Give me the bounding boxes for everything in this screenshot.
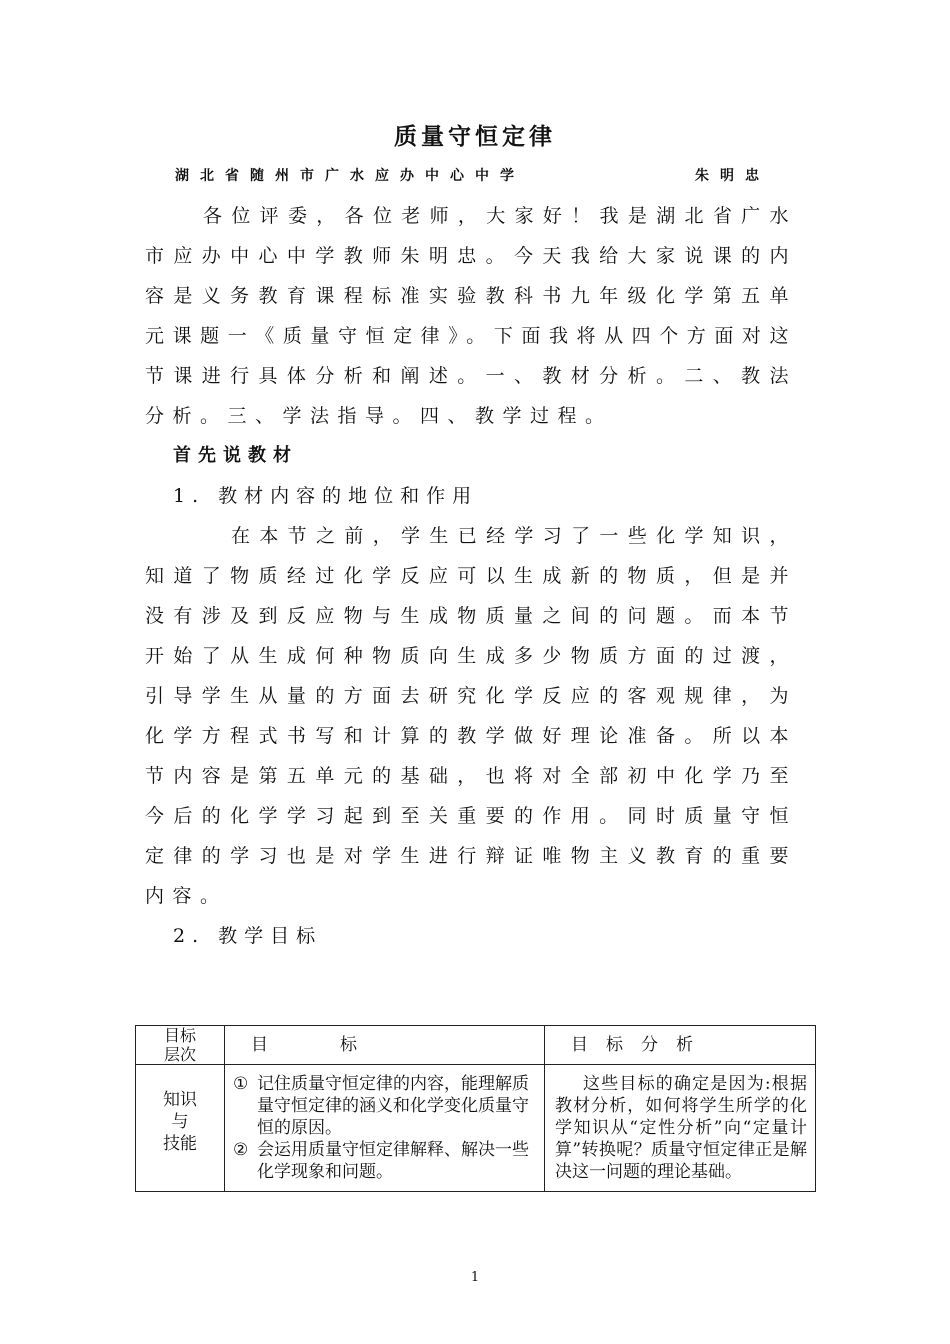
author-name: 朱明忠 bbox=[695, 168, 770, 184]
intro-paragraph: 各位评委，各位老师，大家好！我是湖北省广水市应办中心中学教师朱明忠。今天我给大家说课的内容是义务教育课程标准实验教科书九年级化学第五单元课题一《质量守恒定律》。下面我将从四个方面对这节课进行具体分析和阐述。一、教材分析。二、教法分析。三、学法指导。四、教学过程。 bbox=[145, 205, 797, 427]
goal-cell bbox=[225, 1065, 545, 1192]
goal-marker: ② bbox=[233, 1140, 249, 1160]
body-paragraph: 在本节之前，学生已经学习了一些化学知识，知道了物质经过化学反应可以生成新的物质，但是并没有涉及到反应物与生成物质量之间的问题。而本节开始了从生成何种物质向生成多少物质方面的过渡，引导学生从量的方面去研究化学反应的客观规律，为化学方程式书写和计算的教学做好理论准备。所以本节内容是第五单元的基础，也将对全部初中化学乃至今后的化学学习起到至关重要的作用。同时质量守恒定律的学习也是对学生进行辩证唯物主义教育的重要内容。 bbox=[145, 525, 797, 907]
table-row bbox=[136, 1065, 816, 1192]
analysis-cell: 这些目标的确定是因为:根据教材分析，如何将学生所学的化学知识从“定性分析”向“定量计算”转换呢？质量守恒定律正是解决这一问题的理论基础。 bbox=[545, 1065, 816, 1192]
header-goal-char: 标 bbox=[340, 1035, 359, 1055]
goal-text: 会运用质量守恒定律解释、解决一些化学现象和问题。 bbox=[257, 1140, 529, 1182]
goals-table bbox=[135, 1025, 816, 1192]
level-line: 知识 bbox=[163, 1090, 197, 1110]
section-heading: 首先说教材 bbox=[173, 445, 298, 466]
level-line: 技能 bbox=[163, 1134, 197, 1154]
header-analysis-char: 分 bbox=[641, 1035, 658, 1055]
goal-text: 记住质量守恒定律的内容，能理解质量守恒定律的涵义和化学变化质量守恒的原因。 bbox=[257, 1074, 529, 1138]
subsection-heading: 1. 教材内容的地位和作用 bbox=[173, 485, 479, 507]
header-analysis-cell bbox=[545, 1026, 816, 1065]
header-analysis-char: 析 bbox=[676, 1035, 693, 1055]
level-line: 与 bbox=[171, 1112, 189, 1132]
header-analysis-char: 标 bbox=[606, 1035, 623, 1055]
goal-item bbox=[233, 1139, 538, 1183]
header-goal-cell bbox=[225, 1026, 545, 1065]
author-line bbox=[175, 165, 775, 187]
level-cell bbox=[136, 1065, 225, 1192]
author-school: 湖北省随州市广水应办中心中学 bbox=[175, 168, 525, 184]
subsection-heading: 2. 教学目标 bbox=[173, 925, 323, 947]
document-body bbox=[145, 196, 797, 956]
goal-marker: ① bbox=[233, 1074, 249, 1094]
header-analysis-char: 目 bbox=[571, 1035, 588, 1055]
header-level-line: 层次 bbox=[163, 1045, 196, 1064]
header-level-cell bbox=[136, 1026, 225, 1065]
header-goal-char: 目 bbox=[251, 1035, 270, 1055]
document-title: 质量守恒定律 bbox=[394, 124, 556, 150]
table-header-row bbox=[136, 1026, 816, 1065]
header-level-line: 目标 bbox=[163, 1026, 196, 1045]
page-number: 1 bbox=[470, 1270, 480, 1285]
goal-item bbox=[233, 1073, 538, 1139]
